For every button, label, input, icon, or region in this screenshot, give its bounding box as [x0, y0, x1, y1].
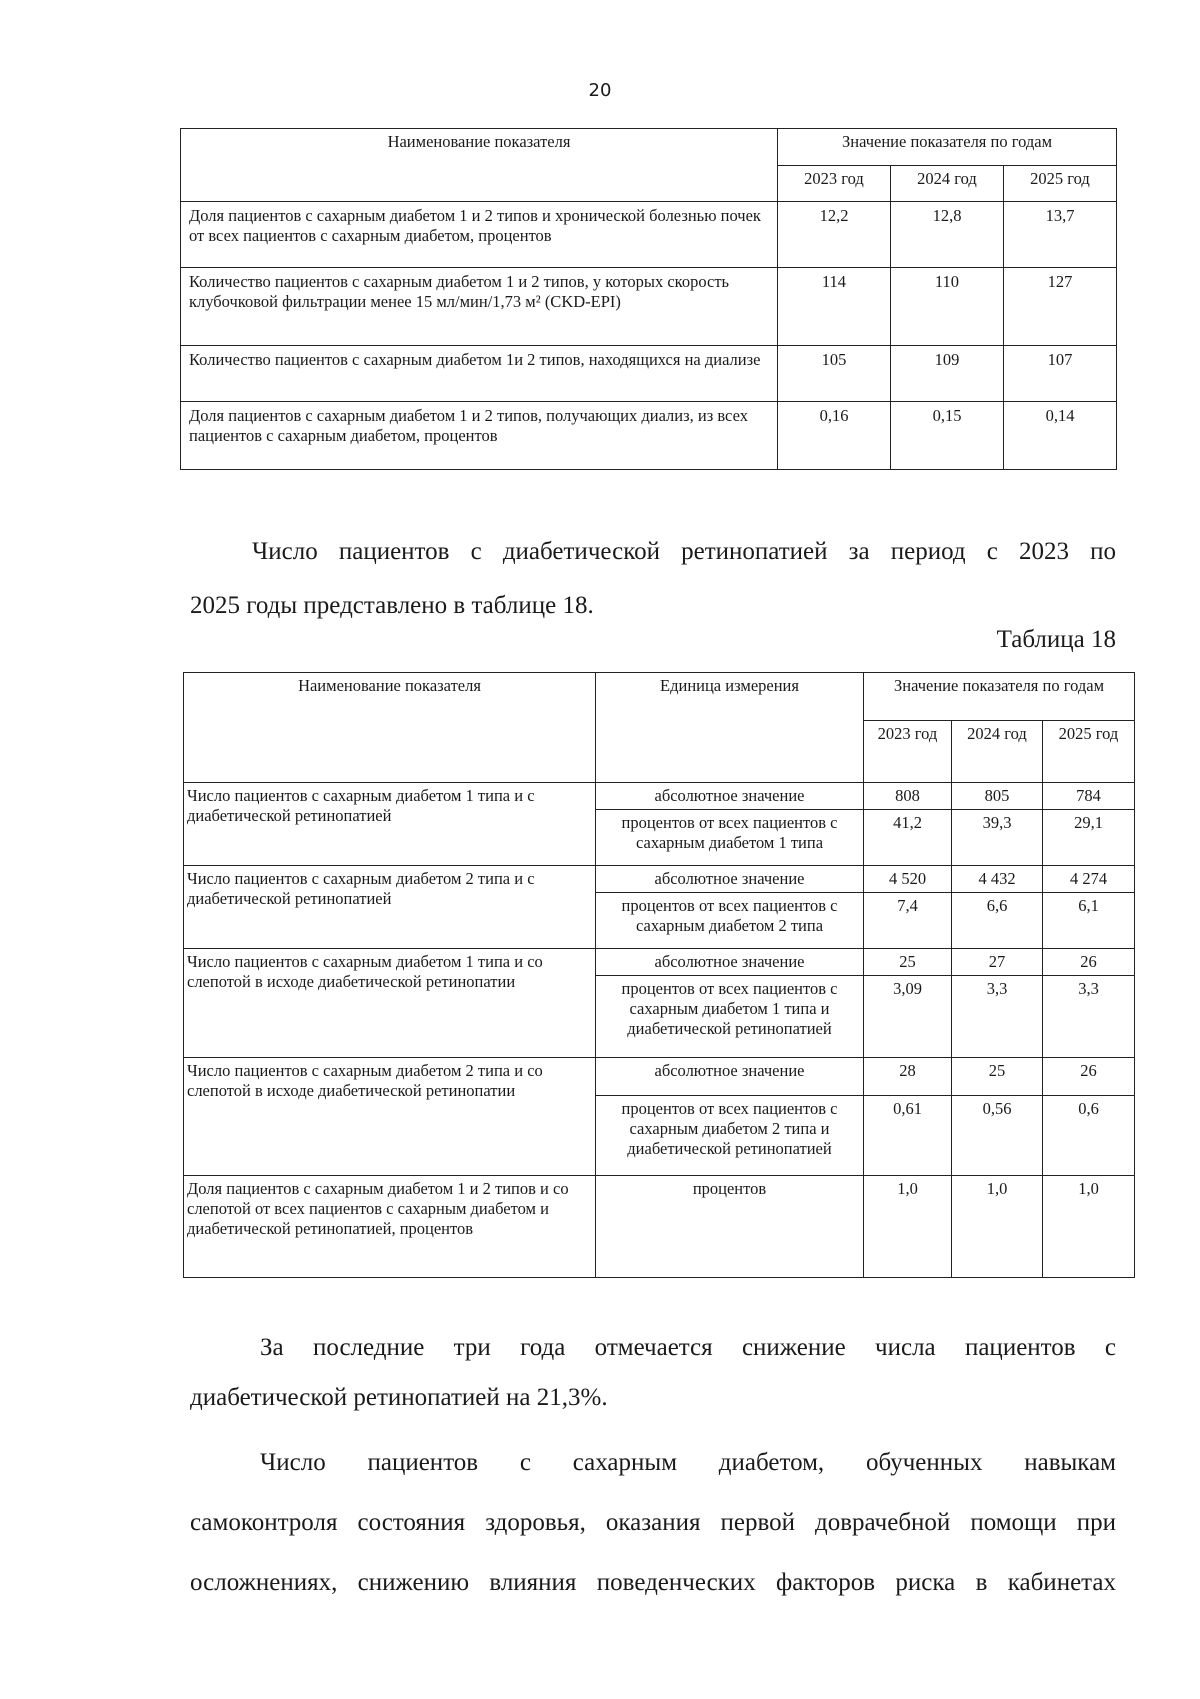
- table1-year-header: 2024 год: [891, 166, 1004, 202]
- table2-group-name: Число пациентов с сахарным диабетом 1 типа и со слепотой в исходе диабетической ретинопатии: [184, 949, 596, 1058]
- table-row: [181, 346, 1117, 402]
- table2-cell: 39,3: [952, 810, 1043, 866]
- table2-header-name: Наименование показателя: [184, 673, 596, 783]
- table-row: [181, 202, 1117, 268]
- table-caption: Таблица 18: [996, 626, 1116, 653]
- table1-header-values: Значение показателя по годам: [778, 129, 1117, 166]
- kidney-disease-table: [180, 128, 1117, 470]
- table-row: [184, 783, 1135, 810]
- table2-cell: 26: [1043, 1058, 1135, 1096]
- table1-year-header: 2023 год: [778, 166, 891, 202]
- table2-group-name: Доля пациентов с сахарным диабетом 1 и 2 типов и со слепотой от всех пациентов с сахарным диабетом и диабетической ретинопатией, процентов: [184, 1176, 596, 1278]
- table1-row-name: Количество пациентов с сахарным диабетом 1 и 2 типов, у которых скорость клубочковой фильтрации менее 15 мл/мин/1,73 м² (CKD-EPI): [181, 268, 778, 346]
- table-row: [184, 1176, 1135, 1278]
- table2-unit: процентов от всех пациентов с сахарным диабетом 2 типа: [596, 893, 864, 949]
- table1-row-name: Доля пациентов с сахарным диабетом 1 и 2 типов, получающих диализ, из всех пациентов с сахарным диабетом, процентов: [181, 402, 778, 470]
- table2-cell: 28: [864, 1058, 952, 1096]
- paragraph-line: диабетической ретинопатией на 21,3%.: [190, 1384, 608, 1411]
- table-row: [184, 1058, 1135, 1096]
- table1-cell: 110: [891, 268, 1004, 346]
- table2-cell: 6,6: [952, 893, 1043, 949]
- table1-row-name: Количество пациентов с сахарным диабетом 1и 2 типов, находящихся на диализе: [181, 346, 778, 402]
- paragraph-retinopathy-intro: [190, 525, 1116, 633]
- table2-cell: 25: [952, 1058, 1043, 1096]
- table2-cell: 4 274: [1043, 866, 1135, 893]
- table1-cell: 13,7: [1004, 202, 1117, 268]
- page-number: 20: [588, 80, 612, 101]
- retinopathy-table: [183, 672, 1135, 1278]
- paragraph-line: Число пациентов с сахарным диабетом, обученных навыкам: [260, 1449, 1116, 1476]
- table2-cell: 25: [864, 949, 952, 976]
- table1-cell: 0,16: [778, 402, 891, 470]
- table2-group-name: Число пациентов с сахарным диабетом 1 типа и с диабетической ретинопатией: [184, 783, 596, 866]
- table1-cell: 12,2: [778, 202, 891, 268]
- table2-cell: 26: [1043, 949, 1135, 976]
- table2-cell: 805: [952, 783, 1043, 810]
- table2-year-header: 2023 год: [864, 721, 952, 783]
- paragraph-line: осложнениях, снижению влияния поведенческих факторов риска в кабинетах: [190, 1569, 1116, 1596]
- table2-group-name: Число пациентов с сахарным диабетом 2 типа и с диабетической ретинопатией: [184, 866, 596, 949]
- table1-row-name: Доля пациентов с сахарным диабетом 1 и 2 типов и хронической болезнью почек от всех пациентов с сахарным диабетом, процентов: [181, 202, 778, 268]
- table2-cell: 1,0: [952, 1176, 1043, 1278]
- table2-cell: 6,1: [1043, 893, 1135, 949]
- table2-cell: 4 520: [864, 866, 952, 893]
- table2-cell: 7,4: [864, 893, 952, 949]
- table2-unit: процентов от всех пациентов с сахарным диабетом 1 типа и диабетической ретинопатией: [596, 976, 864, 1058]
- table1-header-name: Наименование показателя: [181, 129, 778, 202]
- table2-cell: 784: [1043, 783, 1135, 810]
- table1-cell: 114: [778, 268, 891, 346]
- table-row: [181, 402, 1117, 470]
- table2-group-name: Число пациентов с сахарным диабетом 2 типа и со слепотой в исходе диабетической ретинопатии: [184, 1058, 596, 1176]
- table2-cell: 3,3: [952, 976, 1043, 1058]
- table-row: [184, 866, 1135, 893]
- table2-cell: 808: [864, 783, 952, 810]
- table2-cell: 3,09: [864, 976, 952, 1058]
- paragraph-line: самоконтроля состояния здоровья, оказания первой доврачебной помощи при: [190, 1509, 1116, 1536]
- table2-cell: 1,0: [1043, 1176, 1135, 1278]
- paragraph-line: Число пациентов с диабетической ретинопатией за период с 2023 по: [252, 538, 1116, 565]
- paragraph-line: 2025 годы представлено в таблице 18.: [190, 592, 594, 619]
- table2-unit: абсолютное значение: [596, 949, 864, 976]
- table1-cell: 0,15: [891, 402, 1004, 470]
- table-row: [181, 268, 1117, 346]
- table1-cell: 107: [1004, 346, 1117, 402]
- table1-cell: 127: [1004, 268, 1117, 346]
- table2-cell: 0,56: [952, 1096, 1043, 1176]
- table1-year-header: 2025 год: [1004, 166, 1117, 202]
- table2-cell: 41,2: [864, 810, 952, 866]
- table2-unit: абсолютное значение: [596, 783, 864, 810]
- table2-year-header: 2025 год: [1043, 721, 1135, 783]
- table2-cell: 3,3: [1043, 976, 1135, 1058]
- table1-cell: 12,8: [891, 202, 1004, 268]
- table1-cell: 105: [778, 346, 891, 402]
- table2-cell: 29,1: [1043, 810, 1135, 866]
- table2-unit: процентов от всех пациентов с сахарным диабетом 2 типа и диабетической ретинопатией: [596, 1096, 864, 1176]
- table2-cell: 4 432: [952, 866, 1043, 893]
- paragraph-retinopathy-decline: [190, 1323, 1116, 1423]
- table2-cell: 0,61: [864, 1096, 952, 1176]
- table2-unit: процентов: [596, 1176, 864, 1278]
- table2-header-values: Значение показателя по годам: [864, 673, 1135, 721]
- table2-cell: 0,6: [1043, 1096, 1135, 1176]
- table2-unit: процентов от всех пациентов с сахарным диабетом 1 типа: [596, 810, 864, 866]
- table2-header-unit: Единица измерения: [596, 673, 864, 783]
- table1-cell: 109: [891, 346, 1004, 402]
- table2-cell: 1,0: [864, 1176, 952, 1278]
- paragraph-self-control-training: [190, 1433, 1116, 1613]
- table2-year-header: 2024 год: [952, 721, 1043, 783]
- table2-unit: абсолютное значение: [596, 1058, 864, 1096]
- paragraph-line: За последние три года отмечается снижение числа пациентов с: [260, 1334, 1116, 1361]
- table2-cell: 27: [952, 949, 1043, 976]
- table2-unit: абсолютное значение: [596, 866, 864, 893]
- table-row: [184, 949, 1135, 976]
- table1-cell: 0,14: [1004, 402, 1117, 470]
